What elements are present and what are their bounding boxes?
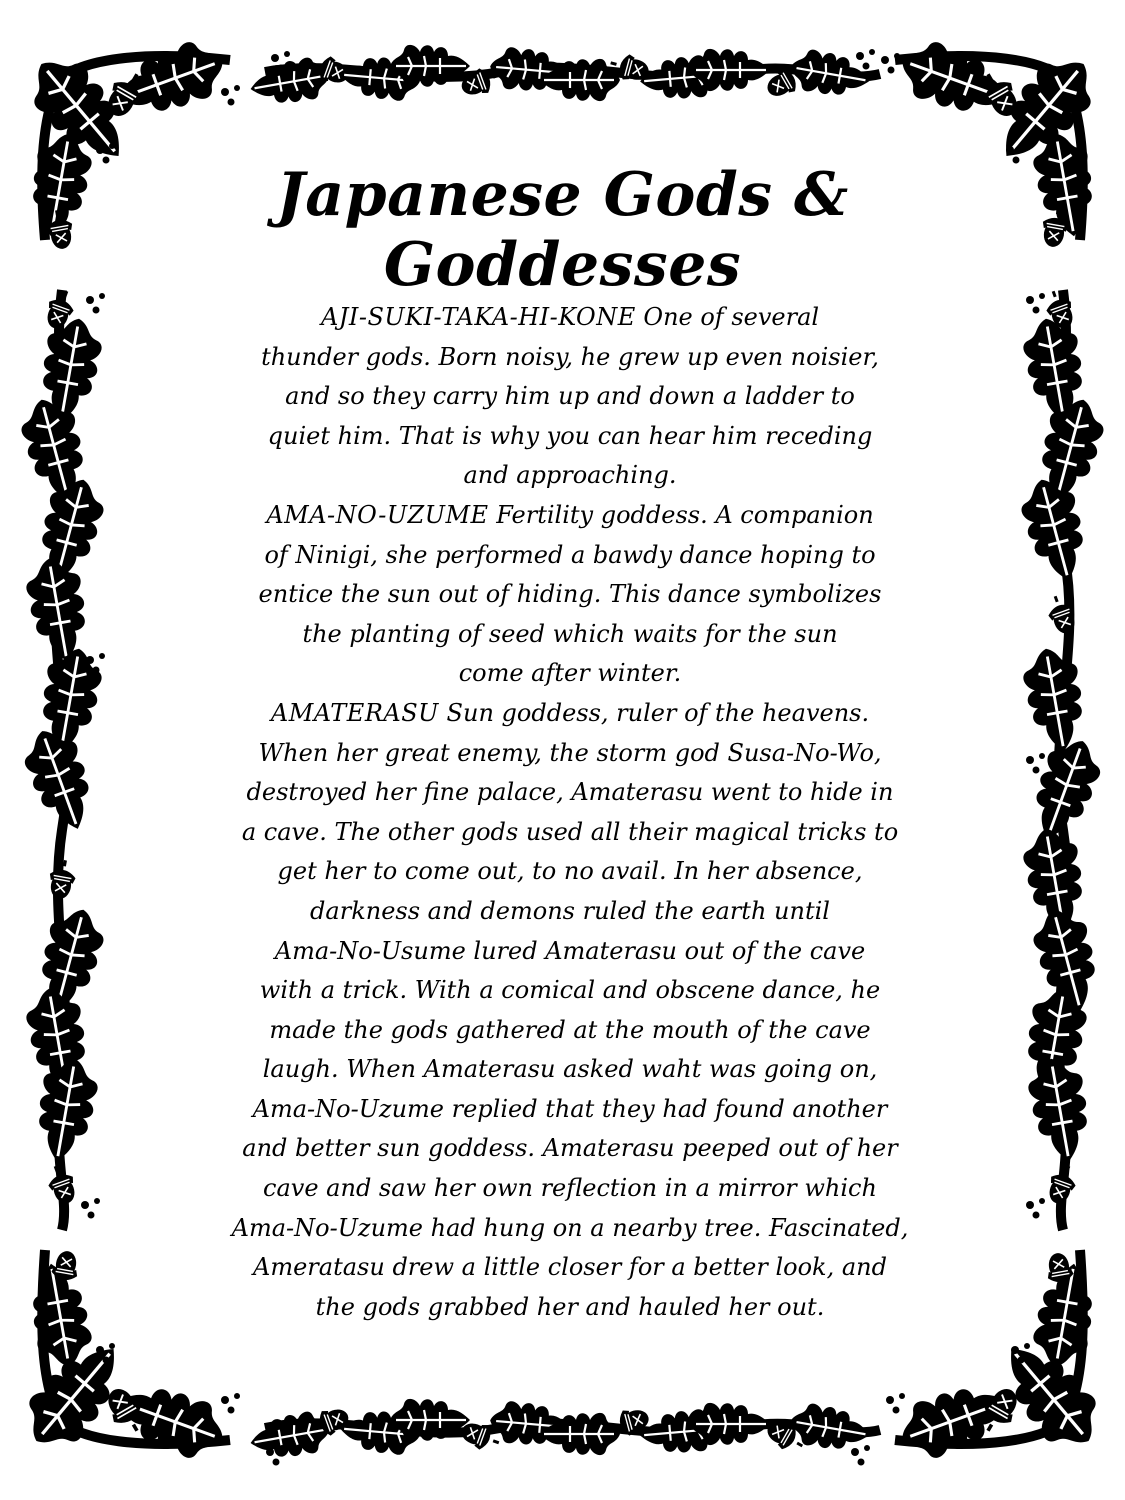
entry-line: Ama-No-Usume lured Amaterasu out of the cave [274, 936, 866, 965]
left-border [15, 287, 110, 1230]
entry-text: Sun goddess, ruler of the heavens. [446, 698, 870, 727]
entry-name: AMATERASU [270, 698, 439, 727]
entry-line: When her great enemy, the storm god Susa-No-Wo, [258, 738, 882, 767]
page-title: Japanese Gods & Goddesses [276, 160, 849, 300]
entry-amaterasu [140, 694, 1000, 1328]
entry-line: and approaching. [463, 461, 677, 490]
entry-text: One of several [643, 303, 820, 331]
entry-line: Ameratasu drew a little closer for a better look, and [253, 1253, 887, 1282]
entry-aji-suki-taka-hi-kone [140, 298, 1000, 496]
right-border [1015, 287, 1110, 1230]
entry-line: and so they carry him up and down a ladder to [285, 382, 855, 411]
entry-line: quiet him. That is why you can hear him receding [267, 421, 873, 450]
top-border [247, 45, 880, 110]
entry-line: made the gods gathered at the mouth of the cave [269, 1015, 871, 1044]
bottom-border [247, 1399, 880, 1466]
entry-line: thunder gods. Born noisy, he grew up even noisier, [261, 342, 879, 371]
entry-line: the planting of seed which waits for the sun [302, 619, 838, 648]
entry-line: a cave. The other gods used all their magical tricks to [241, 817, 899, 846]
entry-line: destroyed her fine palace, Amaterasu went to hide in [246, 778, 894, 807]
entries-body [140, 298, 1000, 1327]
entry-line: get her to come out, to no avail. In her absence, [277, 857, 863, 886]
entry-line [140, 298, 1000, 338]
entry-line: Ama-No-Uzume replied that they had found another [252, 1094, 888, 1123]
entry-ama-no-uzume [140, 496, 1000, 694]
entry-line [140, 694, 1000, 734]
entry-line [140, 496, 1000, 536]
entry-text: Fertility goddess. A companion [496, 500, 874, 529]
entry-line: of Ninigi, she performed a bawdy dance hoping to [264, 540, 876, 569]
entry-line: darkness and demons ruled the earth until [310, 896, 830, 925]
entry-line: cave and saw her own reflection in a mirror which [263, 1174, 877, 1203]
entry-line: Ama-No-Uzume had hung on a nearby tree. Fascinated, [231, 1213, 909, 1242]
entry-line: the gods grabbed her and hauled her out. [315, 1292, 825, 1321]
entry-line: come after winter. [458, 659, 682, 688]
entry-line: laugh. When Amaterasu asked waht was going on, [262, 1055, 878, 1084]
entry-line: entice the sun out of hiding. This dance symbolizes [258, 580, 882, 609]
entry-line: with a trick. With a comical and obscene dance, he [259, 976, 881, 1005]
entry-line: and better sun goddess. Amaterasu peeped out of her [242, 1134, 898, 1163]
entry-name: AMA-NO-UZUME [266, 500, 489, 529]
entry-name: AJI-SUKI-TAKA-HI-KONE [320, 303, 636, 331]
